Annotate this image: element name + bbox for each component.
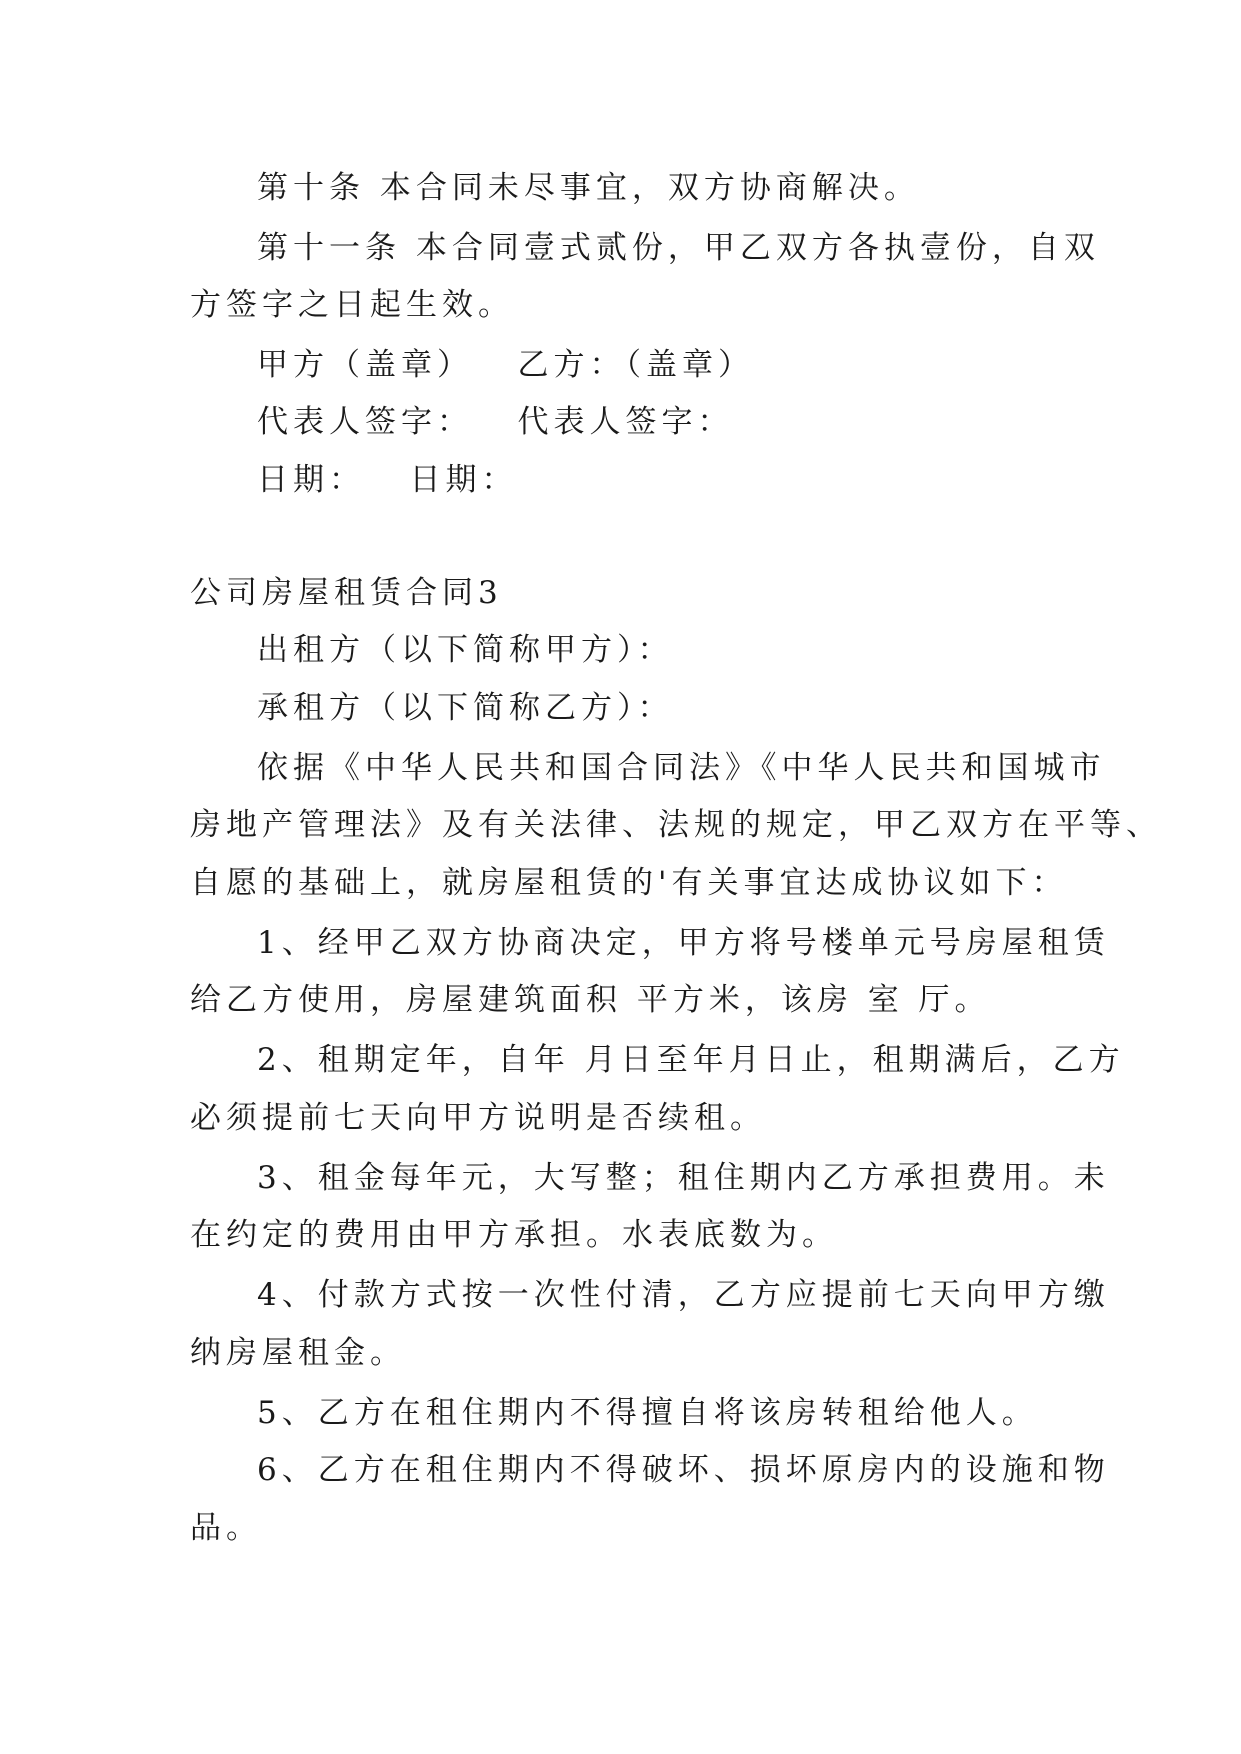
basis-line2: 房地产管理法》及有关法律、法规的规定，甲乙双方在平等、 [190, 807, 1162, 843]
clause-6-line1: 6、乙方在租住期内不得破坏、损坏原房内的设施和物 [257, 1452, 1110, 1488]
clause-4-line2: 纳房屋租金。 [190, 1335, 406, 1371]
clause-2-line1: 2、租期定年，自年 月日至年月日止，租期满后，乙方 [257, 1042, 1125, 1078]
lessee-line: 承租方（以下简称乙方）： [257, 690, 674, 726]
article-11-line2: 方签字之日起生效。 [190, 287, 514, 323]
clause-1-line2: 给乙方使用，房屋建筑面积 平方米，该房 室 厅。 [190, 982, 991, 1018]
clause-4-line1: 4、付款方式按一次性付清，乙方应提前七天向甲方缴 [257, 1277, 1110, 1313]
signature-line: 代表人签字： 代表人签字： [257, 404, 734, 440]
basis-line3: 自愿的基础上，就房屋租赁的'有关事宜达成协议如下： [190, 865, 1068, 901]
clause-1-line1: 1、经甲乙双方协商决定，甲方将号楼单元号房屋租赁 [257, 925, 1110, 961]
date-line: 日期： 日期： [257, 462, 518, 498]
clause-2-line2: 必须提前七天向甲方说明是否续租。 [190, 1100, 766, 1136]
lessor-line: 出租方（以下简称甲方）： [257, 632, 674, 668]
contract-title: 公司房屋租赁合同3 [190, 575, 503, 611]
clause-6-line2: 品。 [190, 1510, 262, 1546]
clause-3-line2: 在约定的费用由甲方承担。水表底数为。 [190, 1217, 838, 1253]
clause-5: 5、乙方在租住期内不得擅自将该房转租给他人。 [257, 1395, 1038, 1431]
clause-3-line1: 3、租金每年元，大写整；租住期内乙方承担费用。未 [257, 1160, 1110, 1196]
article-11-line1: 第十一条 本合同壹式贰份，甲乙双方各执壹份，自双 [257, 230, 1100, 266]
basis-line1: 依据《中华人民共和国合同法》《中华人民共和国城市 [257, 750, 1106, 786]
article-10: 第十条 本合同未尽事宜，双方协商解决。 [257, 170, 920, 206]
seal-line: 甲方（盖章） 乙方：（盖章） [257, 347, 755, 383]
